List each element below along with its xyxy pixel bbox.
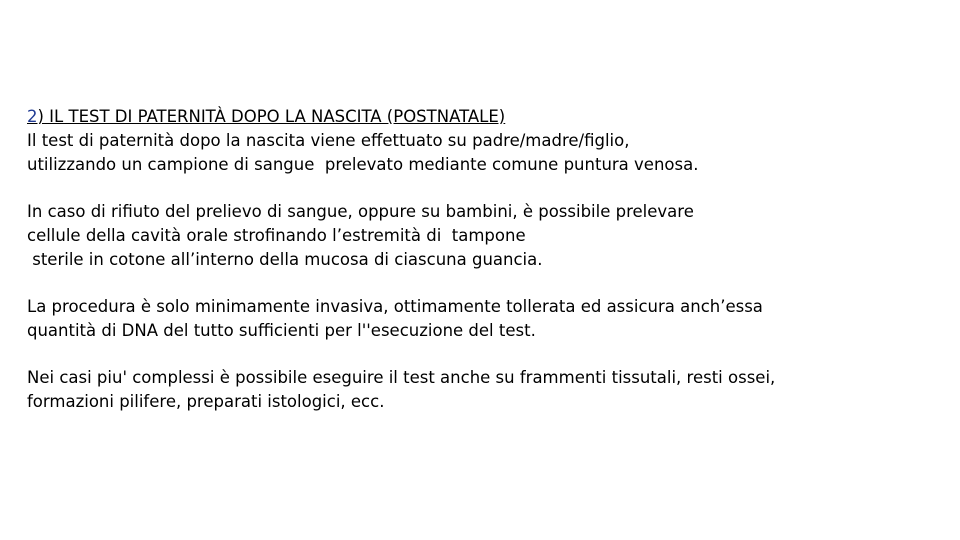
heading-number: 2 [27, 107, 38, 126]
paragraph-1-line-2: utilizzando un campione di sangue prelevato mediante comune puntura venosa. [27, 155, 699, 174]
paragraph-2-line-2: cellule della cavità orale strofinando l’estremità di tampone [27, 226, 526, 245]
paragraph-spacer [27, 343, 947, 366]
paragraph-spacer [27, 272, 947, 295]
paragraph-4-line-2: formazioni pilifere, preparati istologici, ecc. [27, 392, 385, 411]
text-body [27, 105, 947, 414]
paragraph-2-line-3: sterile in cotone all’interno della mucosa di ciascuna guancia. [27, 250, 543, 269]
paragraph-4-line-1: Nei casi piu' complessi è possibile eseguire il test anche su frammenti tissutali, resti ossei, [27, 368, 776, 387]
paragraph-spacer [27, 177, 947, 200]
paragraph-2-line-1: In caso di rifiuto del prelievo di sangue, oppure su bambini, è possibile prelevare [27, 202, 694, 221]
section-heading [27, 105, 947, 129]
paragraph-1-line-1: Il test di paternità dopo la nascita viene effettuato su padre/madre/figlio, [27, 131, 630, 150]
paragraph-3-line-1: La procedura è solo minimamente invasiva, ottimamente tollerata ed assicura anch’essa [27, 297, 763, 316]
heading-text: ) IL TEST DI PATERNITÀ DOPO LA NASCITA (POSTNATALE) [37, 107, 506, 126]
paragraph-3-line-2: quantità di DNA del tutto sufficienti per l''esecuzione del test. [27, 321, 536, 340]
